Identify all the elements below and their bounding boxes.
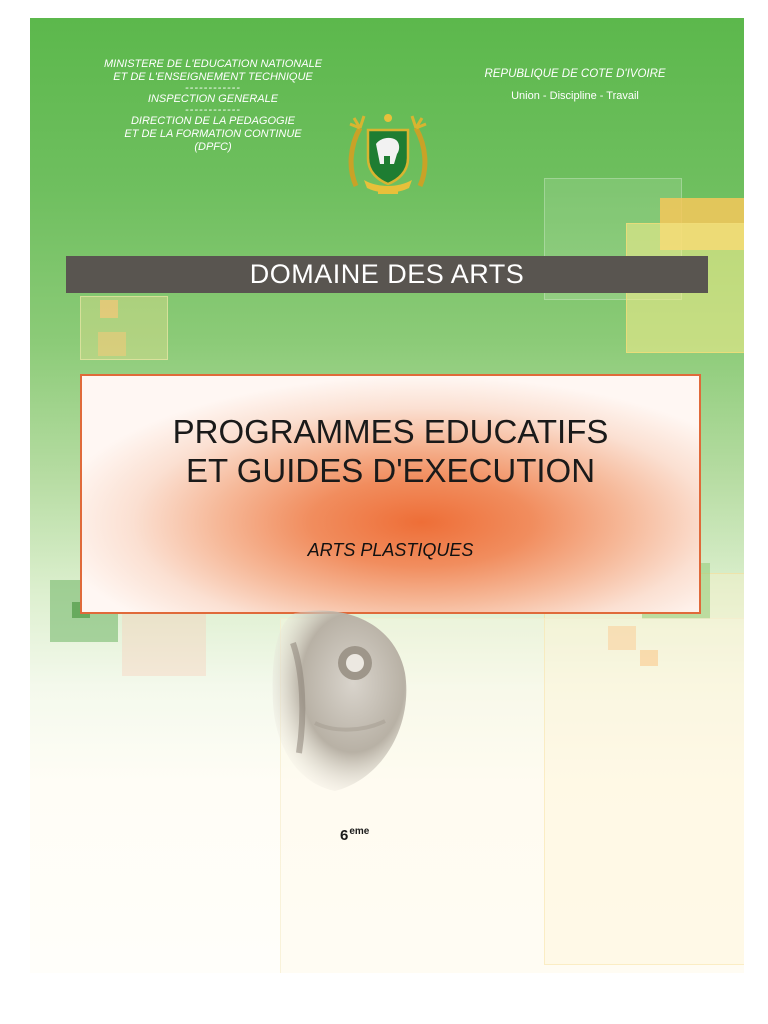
grade-level xyxy=(340,826,369,844)
direction-line-3: (DPFC) xyxy=(194,141,232,153)
direction-line-2: ET DE LA FORMATION CONTINUE xyxy=(124,128,302,140)
title-box xyxy=(80,374,701,614)
title-line-1: PROGRAMMES EDUCATIFS xyxy=(172,413,609,450)
republic-name: REPUBLIQUE DE COTE D'IVOIRE xyxy=(484,68,666,80)
ministry-line-1: MINISTERE DE L'EDUCATION NATIONALE xyxy=(103,58,323,70)
national-motto: Union - Discipline - Travail xyxy=(511,90,639,102)
grade-suffix: eme xyxy=(349,826,370,837)
separator: ------------ xyxy=(185,104,241,116)
decor-square xyxy=(122,608,206,676)
direction-line-1: DIRECTION DE LA PEDAGOGIE xyxy=(130,115,295,127)
ministry-line-2: ET DE L'ENSEIGNEMENT TECHNIQUE xyxy=(113,71,313,83)
separator: ------------ xyxy=(185,82,241,94)
ministry-header xyxy=(78,58,348,154)
title-line-2: ET GUIDES D'EXECUTION xyxy=(185,452,596,489)
document-title xyxy=(82,412,699,490)
cover-page xyxy=(30,18,744,973)
grade-number: 6 xyxy=(340,827,349,844)
sculpture-mask-image xyxy=(255,603,415,793)
document-subtitle: ARTS PLASTIQUES xyxy=(307,540,474,560)
domain-banner: DOMAINE DES ARTS xyxy=(66,256,708,293)
decor-square xyxy=(100,300,118,318)
republic-header xyxy=(450,68,700,102)
coat-of-arms-icon xyxy=(342,108,434,200)
inspection-label: INSPECTION GENERALE xyxy=(147,93,279,105)
decor-square xyxy=(98,332,126,356)
